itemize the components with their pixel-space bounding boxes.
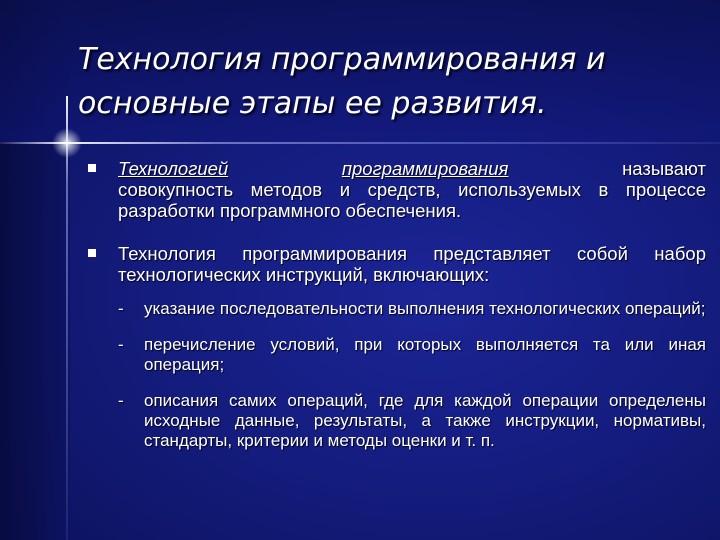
- dash-marker: -: [118, 391, 124, 410]
- square-bullet-icon: [88, 164, 96, 172]
- sub-item: [118, 335, 706, 375]
- definition-first-line: [118, 158, 706, 179]
- definition-rest: совокупность методов и средств, используемых в процессе разработки программного обеспечения.: [118, 179, 706, 221]
- term-word-1: Технологией: [118, 158, 229, 179]
- sub-item-list: [88, 299, 706, 451]
- square-bullet-icon: [88, 249, 96, 257]
- bullet-text: Технология программирования представляет собой набор технологических инструкций, включающих:: [118, 243, 706, 285]
- sub-item: [118, 299, 706, 319]
- bullet-definition: [88, 158, 706, 221]
- definition-verb: называют: [622, 158, 706, 179]
- dash-marker: -: [118, 299, 124, 318]
- slide-title: Технология программирования и основные этапы ее развития.: [78, 42, 606, 121]
- sub-item: [118, 391, 706, 451]
- sub-item-text: описания самих операций, где для каждой операции определены исходные данные, результаты, а также инструкции, нормативы, стандарты, критерии и методы оценки и т. п.: [144, 391, 706, 450]
- vertical-decor-line: [66, 96, 68, 540]
- dash-marker: -: [118, 335, 124, 354]
- sub-item-text: указание последовательности выполнения технологических операций;: [144, 299, 706, 318]
- bullet-technology-set: [88, 243, 706, 285]
- term-word-2: программирования: [341, 158, 509, 179]
- sub-item-text: перечисление условий, при которых выполняется та или иная операция;: [144, 335, 706, 374]
- slide-content: [88, 158, 706, 467]
- horizontal-decor-line: [0, 142, 720, 144]
- crosshair-glow-decor: [52, 128, 82, 158]
